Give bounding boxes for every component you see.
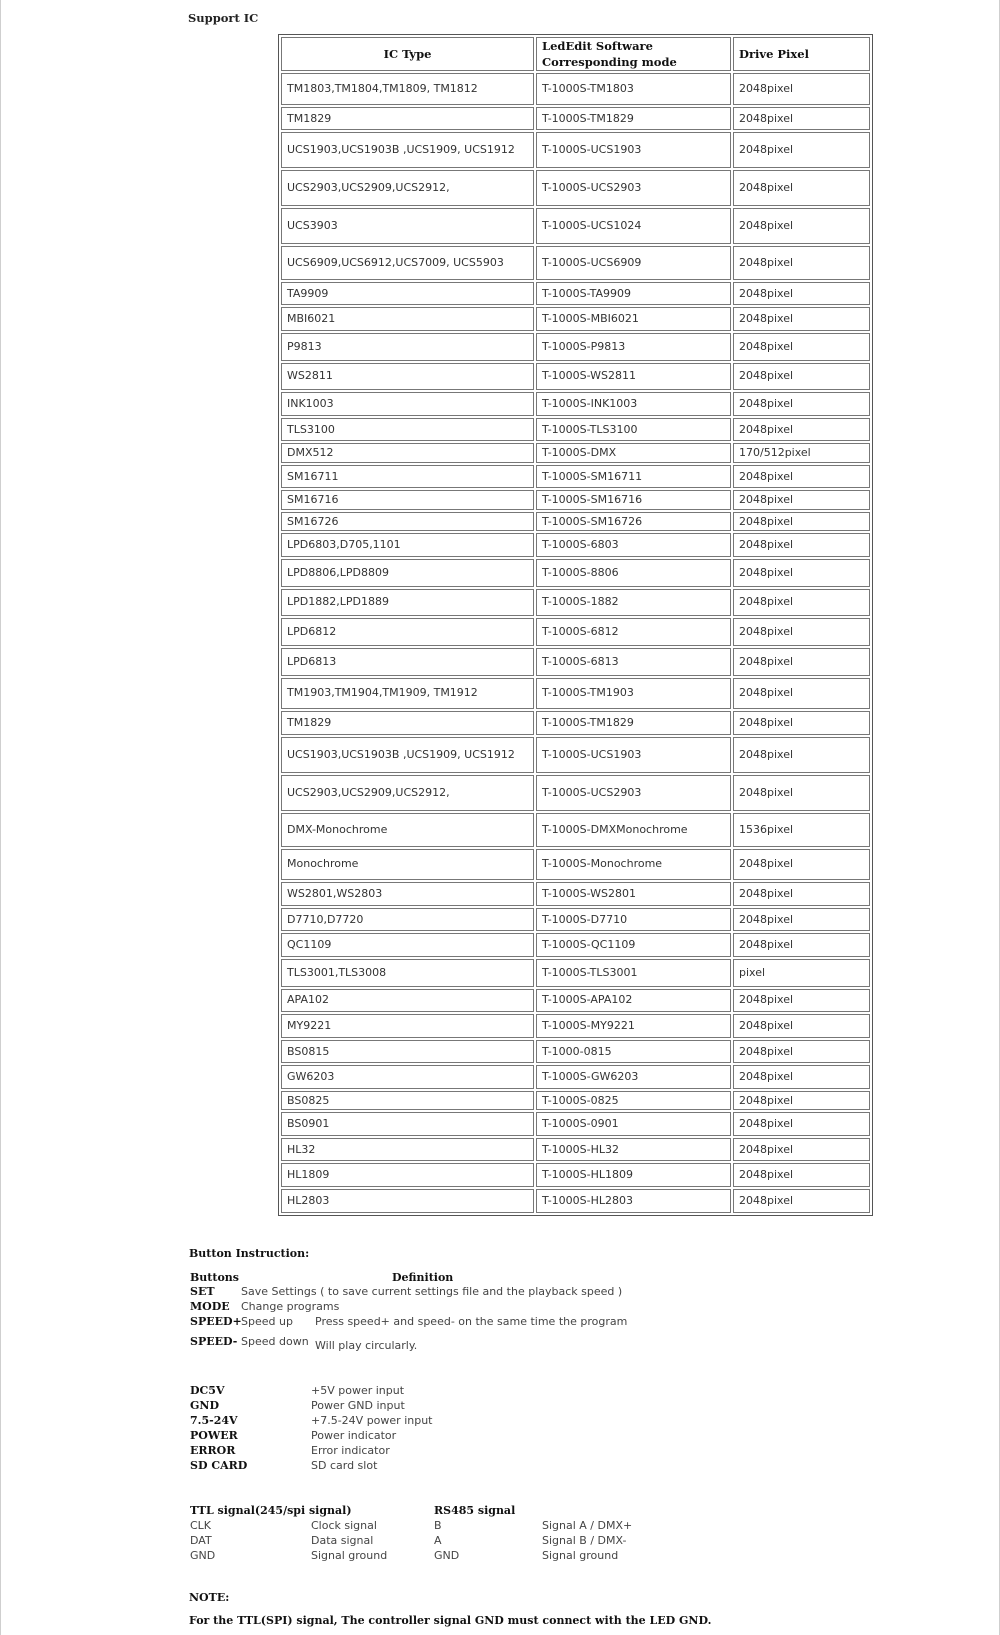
ic-type-cell: UCS3903 xyxy=(281,208,534,244)
table-row xyxy=(281,1040,870,1064)
mode-cell: T-1000S-WS2811 xyxy=(536,363,731,391)
mode-cell: T-1000S-INK1003 xyxy=(536,392,731,416)
table-row xyxy=(281,849,870,881)
table-row xyxy=(281,1138,870,1162)
table-row xyxy=(281,1163,870,1187)
ic-type-cell: TA9909 xyxy=(281,282,534,306)
support-ic-table xyxy=(278,34,873,1216)
ic-type-cell: HL2803 xyxy=(281,1189,534,1213)
ttl-signal-title: TTL signal(245/spi signal) xyxy=(190,1504,352,1517)
ic-type-cell: UCS2903,UCS2909,UCS2912, xyxy=(281,775,534,811)
table-row xyxy=(281,737,870,773)
mode-cell: T-1000-0815 xyxy=(536,1040,731,1064)
ttl-signal-description: Signal ground xyxy=(311,1549,388,1562)
speed-note-line-2: Will play circularly. xyxy=(315,1339,418,1352)
speed-up-label: SPEED+ xyxy=(190,1315,242,1328)
ttl-signal-name: DAT xyxy=(190,1534,212,1547)
mode-cell: T-1000S-UCS2903 xyxy=(536,170,731,206)
drive-pixel-cell: 2048pixel xyxy=(733,208,870,244)
mode-cell: T-1000S-APA102 xyxy=(536,989,731,1013)
ic-type-cell: SM16716 xyxy=(281,490,534,509)
mode-cell: T-1000S-SM16716 xyxy=(536,490,731,509)
header-ic-type: IC Type xyxy=(281,37,534,71)
drive-pixel-cell: 2048pixel xyxy=(733,1163,870,1187)
ic-type-cell: BS0901 xyxy=(281,1112,534,1136)
rs485-signal-name: GND xyxy=(434,1549,460,1562)
mode-cell: T-1000S-DMX xyxy=(536,443,731,462)
set-description: Save Settings ( to save current settings file and the playback speed ) xyxy=(241,1285,623,1298)
drive-pixel-cell: 170/512pixel xyxy=(733,443,870,462)
ic-type-cell: LPD6812 xyxy=(281,618,534,646)
ic-type-cell: P9813 xyxy=(281,333,534,361)
drive-pixel-cell: 2048pixel xyxy=(733,132,870,168)
table-row xyxy=(281,589,870,617)
drive-pixel-cell: 2048pixel xyxy=(733,678,870,710)
speed-down-description: Speed down xyxy=(241,1335,309,1348)
ic-type-cell: INK1003 xyxy=(281,392,534,416)
table-row xyxy=(281,813,870,847)
mode-cell: T-1000S-TLS3001 xyxy=(536,959,731,987)
ttl-signal-name: CLK xyxy=(190,1519,212,1532)
mode-cell: T-1000S-0825 xyxy=(536,1091,731,1110)
table-row xyxy=(281,959,870,987)
port-label: 7.5-24V xyxy=(190,1414,238,1427)
mode-description: Change programs xyxy=(241,1300,340,1313)
mode-cell: T-1000S-HL32 xyxy=(536,1138,731,1162)
drive-pixel-cell: 2048pixel xyxy=(733,737,870,773)
drive-pixel-cell: 2048pixel xyxy=(733,307,870,331)
mode-cell: T-1000S-8806 xyxy=(536,559,731,587)
definition-column-header: Definition xyxy=(392,1271,454,1284)
drive-pixel-cell: 2048pixel xyxy=(733,490,870,509)
mode-cell: T-1000S-WS2801 xyxy=(536,882,731,906)
ic-type-cell: TLS3100 xyxy=(281,418,534,442)
drive-pixel-cell: 2048pixel xyxy=(733,618,870,646)
header-corresponding-mode: LedEdit Software Corresponding mode xyxy=(536,37,731,71)
port-description: Error indicator xyxy=(311,1444,390,1457)
ttl-signal-name: GND xyxy=(190,1549,216,1562)
table-row xyxy=(281,618,870,646)
drive-pixel-cell: 1536pixel xyxy=(733,813,870,847)
drive-pixel-cell: pixel xyxy=(733,959,870,987)
ic-type-cell: TM1829 xyxy=(281,711,534,735)
ic-type-cell: UCS1903,UCS1903B ,UCS1909, UCS1912 xyxy=(281,132,534,168)
table-row xyxy=(281,170,870,206)
table-row xyxy=(281,392,870,416)
port-label: DC5V xyxy=(190,1384,225,1397)
table-row xyxy=(281,132,870,168)
mode-cell: T-1000S-TM1903 xyxy=(536,678,731,710)
table-row xyxy=(281,363,870,391)
ic-type-cell: TM1903,TM1904,TM1909, TM1912 xyxy=(281,678,534,710)
drive-pixel-cell: 2048pixel xyxy=(733,882,870,906)
mode-cell: T-1000S-HL2803 xyxy=(536,1189,731,1213)
table-header-row xyxy=(281,37,870,71)
ic-type-cell: SM16711 xyxy=(281,465,534,489)
ic-type-cell: DMX512 xyxy=(281,443,534,462)
table-row xyxy=(281,307,870,331)
mode-cell: T-1000S-HL1809 xyxy=(536,1163,731,1187)
drive-pixel-cell: 2048pixel xyxy=(733,1091,870,1110)
mode-cell: T-1000S-TA9909 xyxy=(536,282,731,306)
table-row xyxy=(281,775,870,811)
ic-type-cell: UCS1903,UCS1903B ,UCS1909, UCS1912 xyxy=(281,737,534,773)
set-label: SET xyxy=(190,1285,215,1298)
table-row xyxy=(281,989,870,1013)
drive-pixel-cell: 2048pixel xyxy=(733,1014,870,1038)
ic-type-cell: GW6203 xyxy=(281,1065,534,1089)
mode-cell: T-1000S-TM1803 xyxy=(536,73,731,105)
header-drive-pixel: Drive Pixel xyxy=(733,37,870,71)
ttl-signal-description: Clock signal xyxy=(311,1519,377,1532)
drive-pixel-cell: 2048pixel xyxy=(733,589,870,617)
note-title: NOTE: xyxy=(189,1591,230,1604)
table-row xyxy=(281,711,870,735)
rs485-signal-name: A xyxy=(434,1534,442,1547)
drive-pixel-cell: 2048pixel xyxy=(733,849,870,881)
rs485-signal-title: RS485 signal xyxy=(434,1504,516,1517)
drive-pixel-cell: 2048pixel xyxy=(733,1189,870,1213)
mode-cell: T-1000S-6803 xyxy=(536,533,731,557)
ic-type-cell: LPD6803,D705,1101 xyxy=(281,533,534,557)
mode-cell: T-1000S-0901 xyxy=(536,1112,731,1136)
ic-type-cell: UCS2903,UCS2909,UCS2912, xyxy=(281,170,534,206)
mode-cell: T-1000S-TM1829 xyxy=(536,107,731,131)
port-description: Power GND input xyxy=(311,1399,405,1412)
ttl-signal-description: Data signal xyxy=(311,1534,374,1547)
rs485-signal-name: B xyxy=(434,1519,442,1532)
rs485-signal-description: Signal ground xyxy=(542,1549,619,1562)
ic-type-cell: LPD6813 xyxy=(281,648,534,676)
support-ic-title: Support IC xyxy=(188,11,259,25)
ic-type-cell: LPD8806,LPD8809 xyxy=(281,559,534,587)
ic-type-cell: UCS6909,UCS6912,UCS7009, UCS5903 xyxy=(281,246,534,280)
ic-type-cell: DMX-Monochrome xyxy=(281,813,534,847)
mode-cell: T-1000S-MY9221 xyxy=(536,1014,731,1038)
mode-cell: T-1000S-SM16726 xyxy=(536,512,731,531)
speed-note-line-1: Press speed+ and speed- on the same time the program xyxy=(315,1315,628,1328)
drive-pixel-cell: 2048pixel xyxy=(733,1112,870,1136)
ic-type-cell: TM1803,TM1804,TM1809, TM1812 xyxy=(281,73,534,105)
drive-pixel-cell: 2048pixel xyxy=(733,512,870,531)
mode-cell: T-1000S-Monochrome xyxy=(536,849,731,881)
table-row xyxy=(281,107,870,131)
table-row xyxy=(281,882,870,906)
mode-cell: T-1000S-P9813 xyxy=(536,333,731,361)
ic-type-cell: MBI6021 xyxy=(281,307,534,331)
table-row xyxy=(281,1112,870,1136)
table-row xyxy=(281,418,870,442)
drive-pixel-cell: 2048pixel xyxy=(733,933,870,957)
ic-type-cell: WS2801,WS2803 xyxy=(281,882,534,906)
port-description: Power indicator xyxy=(311,1429,397,1442)
table-row xyxy=(281,73,870,105)
port-label: POWER xyxy=(190,1429,238,1442)
drive-pixel-cell: 2048pixel xyxy=(733,282,870,306)
speed-down-label: SPEED- xyxy=(190,1335,238,1348)
buttons-column-header: Buttons xyxy=(190,1271,239,1284)
mode-cell: T-1000S-6813 xyxy=(536,648,731,676)
port-description: +5V power input xyxy=(311,1384,405,1397)
drive-pixel-cell: 2048pixel xyxy=(733,648,870,676)
ic-type-cell: HL1809 xyxy=(281,1163,534,1187)
drive-pixel-cell: 2048pixel xyxy=(733,107,870,131)
ic-type-cell: BS0815 xyxy=(281,1040,534,1064)
rs485-signal-description: Signal B / DMX- xyxy=(542,1534,627,1547)
mode-cell: T-1000S-UCS2903 xyxy=(536,775,731,811)
table-row xyxy=(281,208,870,244)
mode-cell: T-1000S-D7710 xyxy=(536,908,731,932)
button-instruction-title: Button Instruction: xyxy=(189,1247,310,1260)
ic-type-cell: LPD1882,LPD1889 xyxy=(281,589,534,617)
ic-type-cell: WS2811 xyxy=(281,363,534,391)
drive-pixel-cell: 2048pixel xyxy=(733,170,870,206)
drive-pixel-cell: 2048pixel xyxy=(733,533,870,557)
ic-type-cell: TM1829 xyxy=(281,107,534,131)
table-row xyxy=(281,282,870,306)
table-row xyxy=(281,512,870,531)
table-row xyxy=(281,533,870,557)
table-row xyxy=(281,1065,870,1089)
drive-pixel-cell: 2048pixel xyxy=(733,1040,870,1064)
drive-pixel-cell: 2048pixel xyxy=(733,1138,870,1162)
table-row xyxy=(281,678,870,710)
ic-type-cell: SM16726 xyxy=(281,512,534,531)
ic-type-cell: QC1109 xyxy=(281,933,534,957)
table-row xyxy=(281,933,870,957)
mode-cell: T-1000S-TM1829 xyxy=(536,711,731,735)
table-row xyxy=(281,246,870,280)
note-text: For the TTL(SPI) signal, The controller signal GND must connect with the LED GND. xyxy=(189,1614,712,1627)
table-row xyxy=(281,648,870,676)
port-description: SD card slot xyxy=(311,1459,378,1472)
drive-pixel-cell: 2048pixel xyxy=(733,333,870,361)
drive-pixel-cell: 2048pixel xyxy=(733,363,870,391)
mode-cell: T-1000S-SM16711 xyxy=(536,465,731,489)
drive-pixel-cell: 2048pixel xyxy=(733,392,870,416)
table-row xyxy=(281,490,870,509)
port-label: GND xyxy=(190,1399,219,1412)
table-row xyxy=(281,333,870,361)
mode-cell: T-1000S-UCS1903 xyxy=(536,132,731,168)
speed-up-description: Speed up xyxy=(241,1315,293,1328)
drive-pixel-cell: 2048pixel xyxy=(733,465,870,489)
table-body xyxy=(281,73,870,1213)
mode-cell: T-1000S-UCS1903 xyxy=(536,737,731,773)
drive-pixel-cell: 2048pixel xyxy=(733,559,870,587)
mode-cell: T-1000S-DMXMonochrome xyxy=(536,813,731,847)
drive-pixel-cell: 2048pixel xyxy=(733,775,870,811)
table-row xyxy=(281,465,870,489)
ic-type-cell: Monochrome xyxy=(281,849,534,881)
drive-pixel-cell: 2048pixel xyxy=(733,1065,870,1089)
mode-cell: T-1000S-MBI6021 xyxy=(536,307,731,331)
table-row xyxy=(281,1091,870,1110)
ic-type-cell: D7710,D7720 xyxy=(281,908,534,932)
table-row xyxy=(281,1189,870,1213)
table-row xyxy=(281,559,870,587)
mode-label: MODE xyxy=(190,1300,230,1313)
mode-cell: T-1000S-TLS3100 xyxy=(536,418,731,442)
ic-type-cell: HL32 xyxy=(281,1138,534,1162)
drive-pixel-cell: 2048pixel xyxy=(733,908,870,932)
port-label: ERROR xyxy=(190,1444,236,1457)
ic-type-cell: APA102 xyxy=(281,989,534,1013)
mode-cell: T-1000S-UCS6909 xyxy=(536,246,731,280)
port-description: +7.5-24V power input xyxy=(311,1414,433,1427)
table-row xyxy=(281,443,870,462)
ic-type-cell: TLS3001,TLS3008 xyxy=(281,959,534,987)
port-label: SD CARD xyxy=(190,1459,248,1472)
mode-cell: T-1000S-UCS1024 xyxy=(536,208,731,244)
table-row xyxy=(281,908,870,932)
ic-type-cell: MY9221 xyxy=(281,1014,534,1038)
ic-type-cell: BS0825 xyxy=(281,1091,534,1110)
mode-cell: T-1000S-6812 xyxy=(536,618,731,646)
rs485-signal-description: Signal A / DMX+ xyxy=(542,1519,633,1532)
drive-pixel-cell: 2048pixel xyxy=(733,418,870,442)
mode-cell: T-1000S-GW6203 xyxy=(536,1065,731,1089)
table-row xyxy=(281,1014,870,1038)
drive-pixel-cell: 2048pixel xyxy=(733,246,870,280)
mode-cell: T-1000S-1882 xyxy=(536,589,731,617)
drive-pixel-cell: 2048pixel xyxy=(733,73,870,105)
drive-pixel-cell: 2048pixel xyxy=(733,989,870,1013)
mode-cell: T-1000S-QC1109 xyxy=(536,933,731,957)
drive-pixel-cell: 2048pixel xyxy=(733,711,870,735)
